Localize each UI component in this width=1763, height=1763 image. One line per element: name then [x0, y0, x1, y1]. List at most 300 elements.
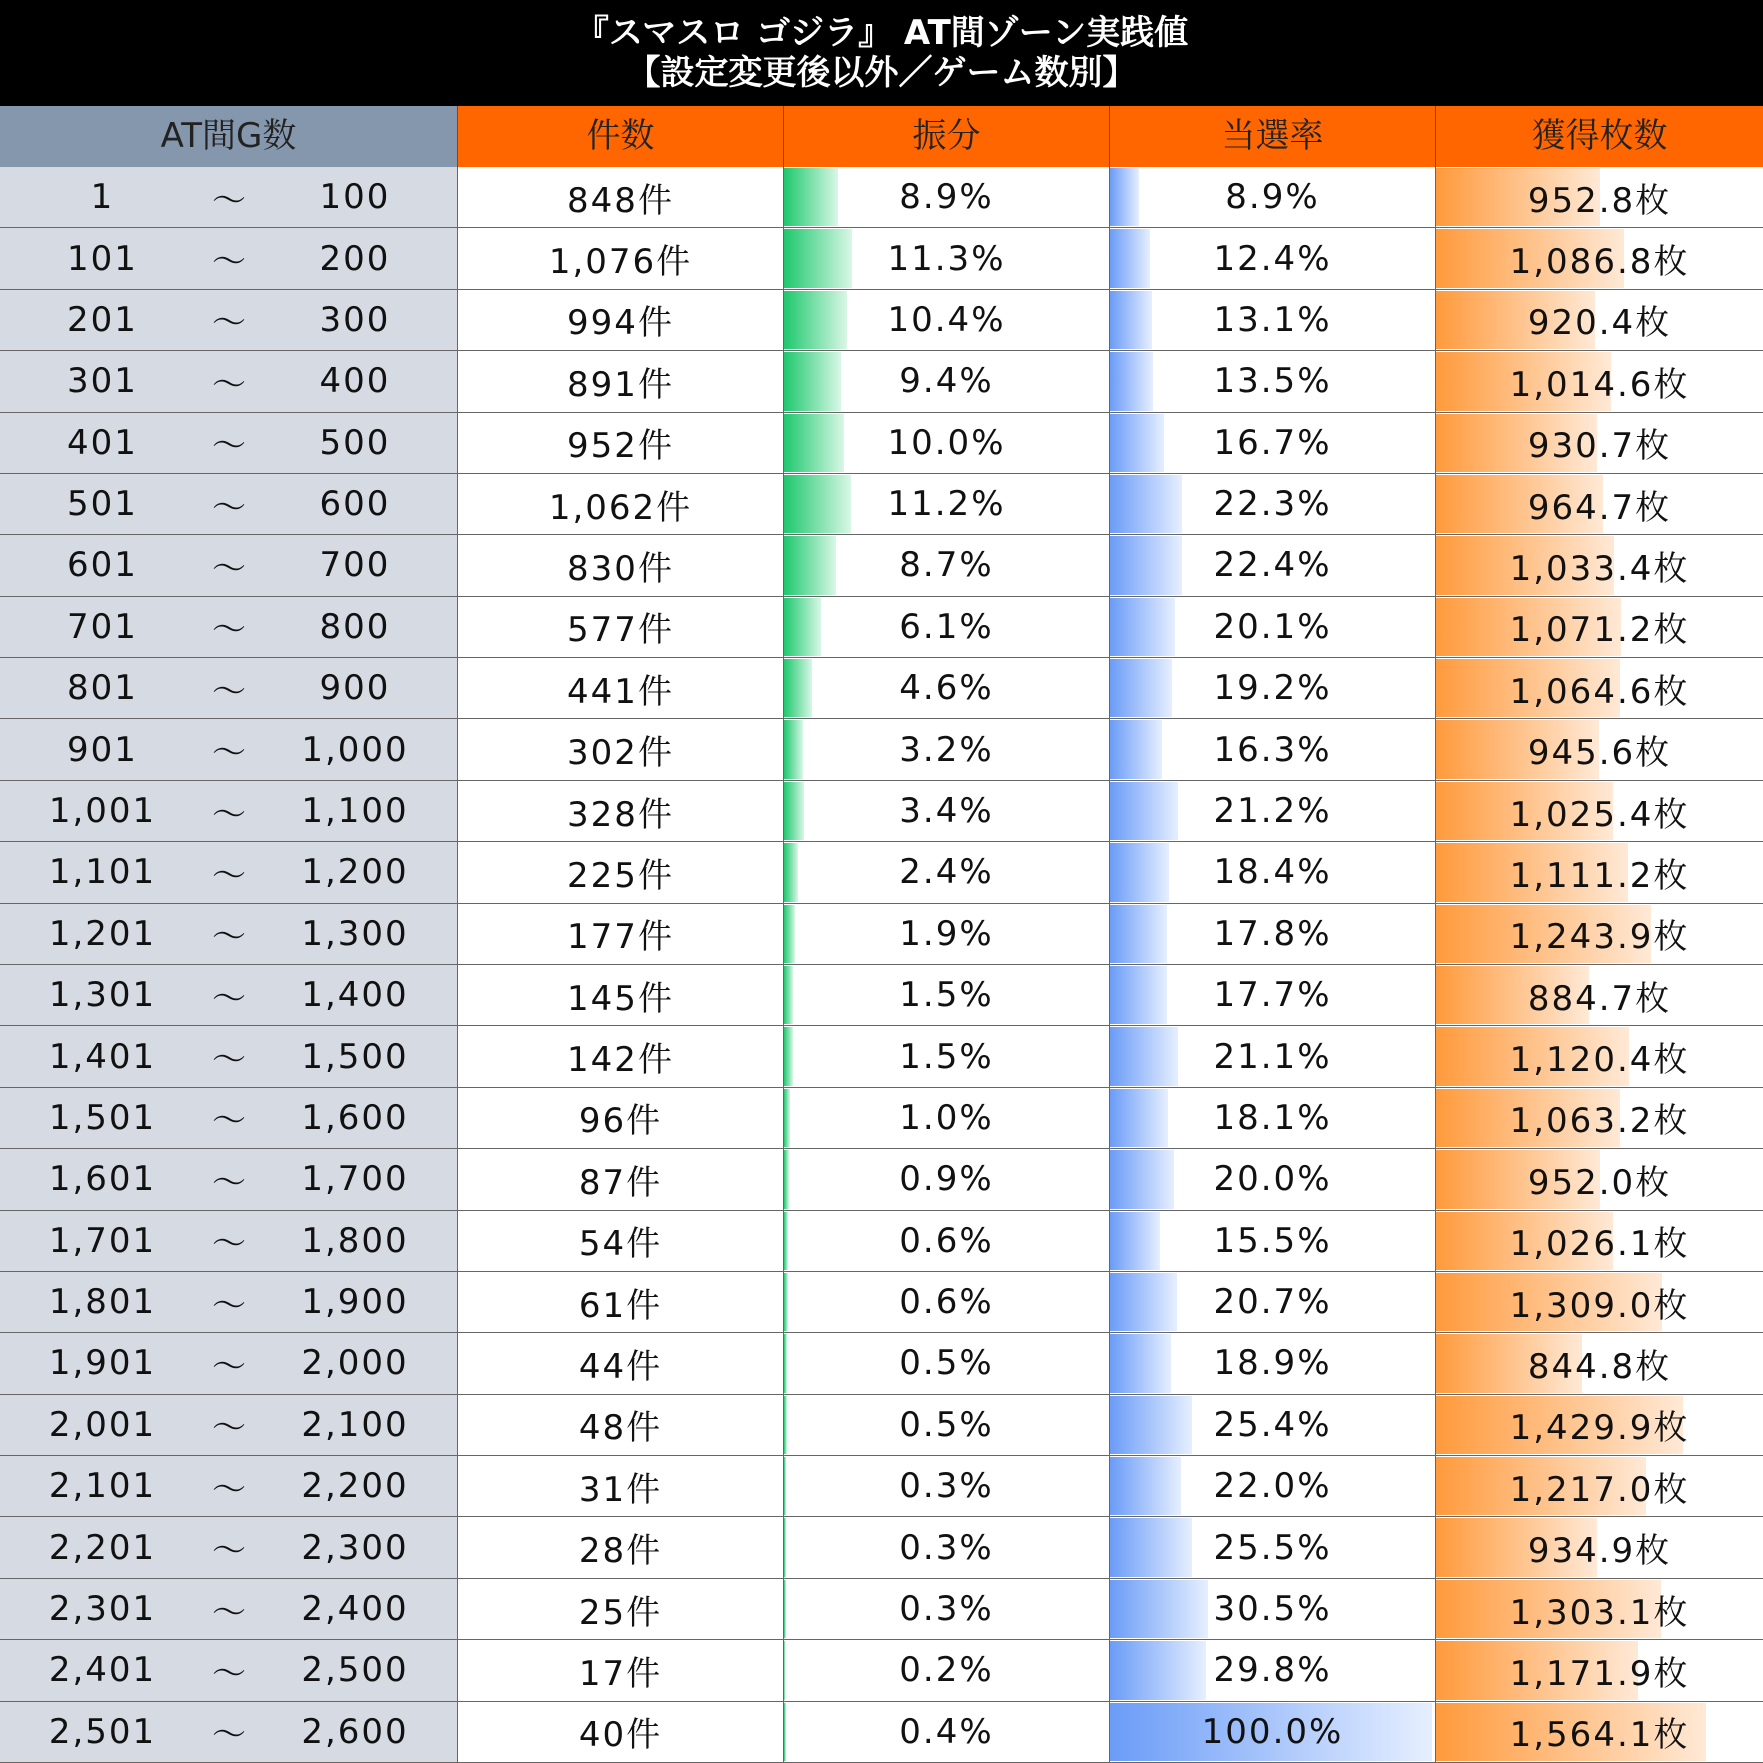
medals-cell	[1436, 413, 1763, 473]
win-rate-value: 100.0%	[1201, 1711, 1344, 1752]
range-to: 200	[319, 238, 391, 279]
range-to: 700	[319, 545, 391, 586]
medals-value: 1,071.2枚	[1509, 610, 1690, 651]
range-from: 401	[67, 422, 138, 463]
distribution-value: 0.3%	[899, 1527, 994, 1568]
table-row	[0, 413, 1763, 474]
range-cell	[0, 228, 458, 288]
count-cell	[458, 290, 784, 350]
medals-cell	[1436, 842, 1763, 902]
range-cell	[0, 1517, 458, 1577]
distribution-cell	[784, 842, 1110, 902]
range-tilde: 〜	[212, 426, 248, 467]
win-rate-value: 30.5%	[1213, 1589, 1332, 1630]
table-row	[0, 1640, 1763, 1701]
range-cell	[0, 842, 458, 902]
medals-value: 952.0枚	[1527, 1162, 1672, 1203]
count-value: 87件	[578, 1162, 663, 1203]
range-cell	[0, 658, 458, 718]
table-row	[0, 1395, 1763, 1456]
distribution-value: 8.7%	[899, 545, 994, 586]
table-row	[0, 290, 1763, 351]
count-value: 952件	[567, 426, 674, 467]
range-cell	[0, 1026, 458, 1086]
medals-cell	[1436, 1579, 1763, 1639]
range-cell	[0, 413, 458, 473]
range-cell	[0, 781, 458, 841]
medals-cell	[1436, 781, 1763, 841]
count-cell	[458, 1026, 784, 1086]
medals-cell	[1436, 1272, 1763, 1332]
medals-value: 1,014.6枚	[1509, 364, 1690, 405]
range-cell	[0, 1640, 458, 1700]
count-cell	[458, 535, 784, 595]
win-rate-value: 21.1%	[1213, 1036, 1332, 1077]
medals-cell	[1436, 658, 1763, 718]
distribution-cell	[784, 1517, 1110, 1577]
range-from: 1,601	[48, 1159, 157, 1200]
count-cell	[458, 1211, 784, 1271]
win-rate-value: 8.9%	[1225, 177, 1320, 218]
distribution-value: 10.0%	[887, 422, 1006, 463]
medals-cell	[1436, 1026, 1763, 1086]
range-cell	[0, 1149, 458, 1209]
distribution-cell	[784, 1333, 1110, 1393]
count-cell	[458, 1149, 784, 1209]
distribution-cell	[784, 1149, 1110, 1209]
table-row	[0, 658, 1763, 719]
range-tilde: 〜	[212, 364, 248, 405]
table-row	[0, 1702, 1763, 1763]
distribution-cell	[784, 290, 1110, 350]
medals-cell	[1436, 1088, 1763, 1148]
range-cell	[0, 535, 458, 595]
medals-value: 1,111.2枚	[1509, 855, 1690, 896]
distribution-cell	[784, 474, 1110, 534]
range-from: 501	[67, 484, 138, 525]
count-cell	[458, 1517, 784, 1577]
count-value: 1,076件	[548, 242, 693, 283]
range-from: 1	[90, 177, 115, 218]
distribution-cell	[784, 228, 1110, 288]
range-from: 2,201	[48, 1527, 157, 1568]
win-rate-value: 20.0%	[1213, 1159, 1332, 1200]
count-cell	[458, 228, 784, 288]
win-rate-cell	[1110, 1149, 1436, 1209]
range-to: 300	[319, 299, 391, 340]
win-rate-value: 16.3%	[1213, 729, 1332, 770]
medals-cell	[1436, 535, 1763, 595]
table-title	[0, 0, 1763, 106]
distribution-cell	[784, 904, 1110, 964]
header-count: 件数	[458, 106, 784, 167]
distribution-cell	[784, 1211, 1110, 1271]
range-to: 1,400	[301, 975, 409, 1016]
win-rate-value: 20.7%	[1213, 1282, 1332, 1323]
win-rate-value: 22.0%	[1213, 1466, 1332, 1507]
medals-cell	[1436, 1395, 1763, 1455]
title-line-1: 『スマスロ ゴジラ』 AT間ゾーン実践値	[574, 13, 1189, 53]
medals-value: 1,064.6枚	[1509, 671, 1690, 712]
medals-cell	[1436, 1640, 1763, 1700]
medals-cell	[1436, 904, 1763, 964]
win-rate-cell	[1110, 658, 1436, 718]
distribution-cell	[784, 167, 1110, 227]
range-tilde: 〜	[212, 1162, 248, 1203]
table-row	[0, 1211, 1763, 1272]
distribution-value: 1.5%	[899, 1036, 994, 1077]
range-from: 101	[67, 238, 138, 279]
medals-cell	[1436, 719, 1763, 779]
count-cell	[458, 474, 784, 534]
count-value: 891件	[567, 364, 674, 405]
count-value: 441件	[567, 671, 674, 712]
distribution-cell	[784, 658, 1110, 718]
range-from: 301	[67, 361, 138, 402]
range-cell	[0, 1272, 458, 1332]
header-medals: 獲得枚数	[1436, 106, 1763, 167]
range-tilde: 〜	[212, 487, 248, 528]
range-from: 1,801	[48, 1282, 157, 1323]
table-row	[0, 965, 1763, 1026]
count-value: 31件	[578, 1469, 663, 1510]
win-rate-cell	[1110, 1211, 1436, 1271]
table-row	[0, 904, 1763, 965]
range-tilde: 〜	[212, 180, 248, 221]
range-tilde: 〜	[212, 1346, 248, 1387]
count-value: 61件	[578, 1285, 663, 1326]
count-cell	[458, 719, 784, 779]
count-value: 1,062件	[548, 487, 693, 528]
win-rate-cell	[1110, 1088, 1436, 1148]
range-cell	[0, 1211, 458, 1271]
range-to: 500	[319, 422, 391, 463]
range-cell	[0, 1456, 458, 1516]
medals-cell	[1436, 1333, 1763, 1393]
medals-value: 1,171.9枚	[1509, 1653, 1690, 1694]
count-cell	[458, 1088, 784, 1148]
win-rate-cell	[1110, 719, 1436, 779]
win-rate-cell	[1110, 1702, 1436, 1762]
distribution-cell	[784, 1395, 1110, 1455]
distribution-value: 11.2%	[887, 484, 1006, 525]
count-value: 96件	[578, 1101, 663, 1142]
distribution-cell	[784, 1088, 1110, 1148]
win-rate-cell	[1110, 965, 1436, 1025]
range-from: 701	[67, 606, 138, 647]
win-rate-value: 13.1%	[1213, 299, 1332, 340]
distribution-value: 6.1%	[899, 606, 994, 647]
header-at-games: AT間G数	[0, 106, 458, 167]
count-cell	[458, 1395, 784, 1455]
range-tilde: 〜	[212, 855, 248, 896]
range-to: 2,100	[301, 1404, 409, 1445]
medals-value: 1,120.4枚	[1509, 1040, 1690, 1081]
win-rate-value: 13.5%	[1213, 361, 1332, 402]
distribution-value: 3.2%	[899, 729, 994, 770]
range-to: 1,700	[301, 1159, 409, 1200]
range-cell	[0, 351, 458, 411]
medals-value: 1,033.4枚	[1509, 548, 1690, 589]
range-tilde: 〜	[212, 733, 248, 774]
distribution-cell	[784, 1702, 1110, 1762]
win-rate-value: 21.2%	[1213, 791, 1332, 832]
win-rate-value: 25.5%	[1213, 1527, 1332, 1568]
medals-cell	[1436, 1456, 1763, 1516]
range-from: 2,301	[48, 1589, 157, 1630]
range-tilde: 〜	[212, 1715, 248, 1756]
win-rate-cell	[1110, 781, 1436, 841]
count-value: 577件	[567, 610, 674, 651]
count-cell	[458, 781, 784, 841]
range-from: 1,501	[48, 1097, 157, 1138]
distribution-cell	[784, 413, 1110, 473]
count-value: 40件	[578, 1715, 663, 1756]
range-from: 1,101	[48, 852, 157, 893]
medals-value: 884.7枚	[1527, 978, 1672, 1019]
range-from: 2,401	[48, 1650, 157, 1691]
range-tilde: 〜	[212, 1592, 248, 1633]
distribution-value: 10.4%	[887, 299, 1006, 340]
count-cell	[458, 413, 784, 473]
table-row	[0, 842, 1763, 903]
win-rate-cell	[1110, 1640, 1436, 1700]
header-distribution: 振分	[784, 106, 1110, 167]
medals-value: 1,025.4枚	[1509, 794, 1690, 835]
win-rate-value: 18.9%	[1213, 1343, 1332, 1384]
medals-value: 1,063.2枚	[1509, 1101, 1690, 1142]
range-tilde: 〜	[212, 1224, 248, 1265]
range-tilde: 〜	[212, 671, 248, 712]
medals-value: 1,086.8枚	[1509, 242, 1690, 283]
medals-cell	[1436, 167, 1763, 227]
win-rate-value: 29.8%	[1213, 1650, 1332, 1691]
range-from: 601	[67, 545, 138, 586]
win-rate-cell	[1110, 228, 1436, 288]
table-row	[0, 474, 1763, 535]
distribution-value: 0.2%	[899, 1650, 994, 1691]
medals-value: 1,217.0枚	[1509, 1469, 1690, 1510]
range-tilde: 〜	[212, 610, 248, 651]
range-tilde: 〜	[212, 1469, 248, 1510]
distribution-cell	[784, 1456, 1110, 1516]
table-row	[0, 1149, 1763, 1210]
medals-value: 1,309.0枚	[1509, 1285, 1690, 1326]
count-value: 830件	[567, 548, 674, 589]
table-row	[0, 597, 1763, 658]
count-value: 145件	[567, 978, 674, 1019]
range-tilde: 〜	[212, 1101, 248, 1142]
count-value: 142件	[567, 1040, 674, 1081]
range-to: 1,300	[301, 913, 409, 954]
distribution-value: 0.3%	[899, 1466, 994, 1507]
win-rate-cell	[1110, 413, 1436, 473]
count-cell	[458, 1456, 784, 1516]
medals-cell	[1436, 1702, 1763, 1762]
range-cell	[0, 1088, 458, 1148]
range-cell	[0, 290, 458, 350]
medals-value: 920.4枚	[1527, 303, 1672, 344]
table-row	[0, 228, 1763, 289]
win-rate-value: 16.7%	[1213, 422, 1332, 463]
medals-value: 1,564.1枚	[1509, 1715, 1690, 1756]
range-to: 2,500	[301, 1650, 409, 1691]
range-from: 901	[67, 729, 138, 770]
range-cell	[0, 719, 458, 779]
range-tilde: 〜	[212, 794, 248, 835]
count-cell	[458, 658, 784, 718]
win-rate-cell	[1110, 597, 1436, 657]
table-row	[0, 1517, 1763, 1578]
range-tilde: 〜	[212, 1040, 248, 1081]
win-rate-value: 15.5%	[1213, 1220, 1332, 1261]
range-cell	[0, 1702, 458, 1762]
count-cell	[458, 1272, 784, 1332]
count-value: 54件	[578, 1224, 663, 1265]
medals-cell	[1436, 228, 1763, 288]
range-from: 201	[67, 299, 138, 340]
win-rate-value: 19.2%	[1213, 668, 1332, 709]
win-rate-value: 22.4%	[1213, 545, 1332, 586]
range-tilde: 〜	[212, 242, 248, 283]
count-cell	[458, 351, 784, 411]
win-rate-value: 22.3%	[1213, 484, 1332, 525]
win-rate-cell	[1110, 842, 1436, 902]
range-tilde: 〜	[212, 303, 248, 344]
medals-cell	[1436, 351, 1763, 411]
win-rate-cell	[1110, 1456, 1436, 1516]
medals-cell	[1436, 290, 1763, 350]
distribution-cell	[784, 1579, 1110, 1639]
table-row	[0, 1026, 1763, 1087]
count-cell	[458, 904, 784, 964]
medals-cell	[1436, 1517, 1763, 1577]
range-tilde: 〜	[212, 1531, 248, 1572]
count-cell	[458, 965, 784, 1025]
range-tilde: 〜	[212, 917, 248, 958]
medals-value: 1,026.1枚	[1509, 1224, 1690, 1265]
range-cell	[0, 965, 458, 1025]
range-from: 2,001	[48, 1404, 157, 1445]
distribution-value: 1.5%	[899, 975, 994, 1016]
count-cell	[458, 1333, 784, 1393]
distribution-cell	[784, 965, 1110, 1025]
range-tilde: 〜	[212, 978, 248, 1019]
range-tilde: 〜	[212, 1285, 248, 1326]
win-rate-cell	[1110, 1026, 1436, 1086]
title-line-2: 【設定変更後以外／ゲーム数別】	[626, 53, 1137, 93]
count-value: 44件	[578, 1346, 663, 1387]
win-rate-cell	[1110, 1579, 1436, 1639]
count-cell	[458, 1579, 784, 1639]
range-cell	[0, 904, 458, 964]
distribution-value: 4.6%	[899, 668, 994, 709]
distribution-value: 9.4%	[899, 361, 994, 402]
win-rate-cell	[1110, 1333, 1436, 1393]
medals-cell	[1436, 474, 1763, 534]
range-to: 2,300	[301, 1527, 409, 1568]
count-cell	[458, 167, 784, 227]
range-to: 100	[319, 177, 391, 218]
distribution-cell	[784, 1026, 1110, 1086]
range-to: 600	[319, 484, 391, 525]
medals-cell	[1436, 965, 1763, 1025]
count-value: 848件	[567, 180, 674, 221]
distribution-value: 0.6%	[899, 1220, 994, 1261]
count-value: 17件	[578, 1653, 663, 1694]
win-rate-value: 18.4%	[1213, 852, 1332, 893]
range-from: 1,401	[48, 1036, 157, 1077]
table-row	[0, 719, 1763, 780]
count-value: 177件	[567, 917, 674, 958]
range-from: 1,901	[48, 1343, 157, 1384]
table-row	[0, 1272, 1763, 1333]
win-rate-value: 17.8%	[1213, 913, 1332, 954]
table-row	[0, 1579, 1763, 1640]
medals-value: 964.7枚	[1527, 487, 1672, 528]
distribution-value: 0.5%	[899, 1343, 994, 1384]
range-from: 1,301	[48, 975, 157, 1016]
distribution-value: 8.9%	[899, 177, 994, 218]
range-to: 1,200	[301, 852, 409, 893]
win-rate-value: 25.4%	[1213, 1404, 1332, 1445]
range-to: 2,600	[301, 1711, 409, 1752]
win-rate-value: 20.1%	[1213, 606, 1332, 647]
range-to: 2,200	[301, 1466, 409, 1507]
distribution-cell	[784, 351, 1110, 411]
win-rate-cell	[1110, 1395, 1436, 1455]
count-cell	[458, 1640, 784, 1700]
count-cell	[458, 597, 784, 657]
range-from: 1,701	[48, 1220, 157, 1261]
distribution-cell	[784, 719, 1110, 779]
header-win-rate: 当選率	[1110, 106, 1436, 167]
distribution-cell	[784, 1640, 1110, 1700]
range-to: 900	[319, 668, 391, 709]
count-value: 225件	[567, 855, 674, 896]
range-from: 1,201	[48, 913, 157, 954]
win-rate-cell	[1110, 1517, 1436, 1577]
distribution-value: 2.4%	[899, 852, 994, 893]
range-from: 801	[67, 668, 138, 709]
medals-value: 934.9枚	[1527, 1531, 1672, 1572]
medals-value: 1,243.9枚	[1509, 917, 1690, 958]
range-tilde: 〜	[212, 1408, 248, 1449]
range-cell	[0, 167, 458, 227]
range-to: 1,600	[301, 1097, 409, 1138]
win-rate-value: 12.4%	[1213, 238, 1332, 279]
table-row	[0, 781, 1763, 842]
medals-cell	[1436, 1211, 1763, 1271]
medals-value: 952.8枚	[1527, 180, 1672, 221]
count-value: 302件	[567, 733, 674, 774]
win-rate-cell	[1110, 1272, 1436, 1332]
table-row	[0, 1456, 1763, 1517]
distribution-value: 0.5%	[899, 1404, 994, 1445]
medals-cell	[1436, 1149, 1763, 1209]
distribution-cell	[784, 535, 1110, 595]
count-value: 994件	[567, 303, 674, 344]
range-cell	[0, 1395, 458, 1455]
range-tilde: 〜	[212, 548, 248, 589]
win-rate-cell	[1110, 290, 1436, 350]
count-value: 48件	[578, 1408, 663, 1449]
distribution-value: 0.3%	[899, 1589, 994, 1630]
range-to: 1,000	[301, 729, 409, 770]
range-to: 2,000	[301, 1343, 409, 1384]
medals-cell	[1436, 597, 1763, 657]
win-rate-cell	[1110, 474, 1436, 534]
